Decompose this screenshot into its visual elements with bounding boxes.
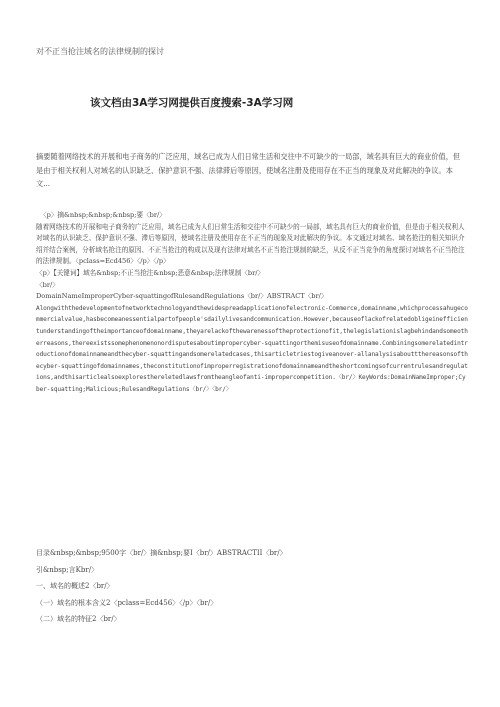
keywords-line: 〈p〉【关键词】域名&nbsp;不正当抢注&nbsp;恶意&nbsp;法律规制〈br/〉 (36, 268, 265, 277)
document-title: 对不正当抢注域名的法律规制的探讨 (36, 47, 164, 56)
english-title-line: DomainNameImproperCyber-squattingofRulesandRegulations〈br/〉ABSTRACT〈br/〉 (36, 292, 328, 301)
english-abstract: Alongwiththedevelopmentofnetworktechnologyandthewidespreadapplicationofelectronic-Commerce,domainname,whichprocessahugecommercialvalue,hasbecomeanessentialpartofpeople'sdailylivesandcommunication.However,becauseoflackofrelatedobligeinefficientunderstandingoftheimportanceofdomainname,theyarelackofthewarenessoftheprotectionofit,thelegislationislagbehindandsomeotherreasons,thereexistssomephenomenonordisputesaboutimpropercyber-squattingorthemisuseofdomainname.Combiningsomerelatedintroductionofdomainnameandthecyber-squattingandsomerelatedcases,thisarticletriestogiveanover-allanalysisabouttthereasonsofthecyber-squattingofdomainnames,theconstitutionofimproperregistrationofdomainnameandtheshortcomingsofcurrentrulesandregulations,andthisarticlealsoexploresthereletedlawsfromtheangleofanti-impropercompetition.〈br/〉KeyWords:DomainNameImproper;Cyber-squatting;Malicious;RulesandRegulations〈br/〉〈br/〉 (36, 304, 468, 393)
toc-line: 一、域名的概述2〈br/〉 (36, 582, 114, 590)
break-line: 〈br/〉 (36, 280, 59, 289)
toc-line: 引&nbsp;言Kbr/〉 (36, 565, 99, 574)
abstract-heading-line: 〈p〉摘&nbsp;&nbsp;&nbsp;要〈br/〉 (40, 211, 166, 219)
source-banner: 该文档由3A学习网提供百度搜索-3A学习网 (90, 97, 294, 109)
toc-line: （一）域名的根本含义2〈pclass=Ecd456〉〈/p〉〈br/〉 (36, 598, 218, 607)
toc-line: 目录&nbsp;&nbsp;9500字〈br/〉摘&nbsp;要I〈br/〉ABSTRACTII〈br/〉 (36, 549, 287, 557)
table-of-contents (36, 545, 466, 628)
abstract-paragraph: 随着网络技术的开展和电子商务的广泛应用，域名已成为人们日常生活和交往中不可缺少的一局部，域名具有巨大的商业价值，但是由于相关权利人对域名的认识缺乏、保护意识不强、滞后等原因，使域名注册及使用存在不正当的现象及对此解决的争议。本文通过对域名、域名抢注的相关知识介绍并结合案例，分析域名抢注的原因、不正当抢注的构成以及现有法律对域名不正当抢注规制的缺乏，从反不正当竞争的角度探讨对域名不正当抢注的法律规制。〈pclass=Ecd456〉〈/p〉〈/p〉 (36, 222, 465, 266)
toc-line: （二）域名的特征2〈br/〉 (36, 615, 121, 623)
document-body (36, 210, 468, 396)
abstract-summary: 摘要随着网络技术的开展和电子商务的广泛应用，域名已成为人们日常生活和交往中不可缺少的一局部，域名具有巨大的商业价值，但是由于相关权利人对域名的认识缺乏、保护意识不强、法律滞后等原因，使域名注册及使用存在不正当的现象及对此解决的争议。本文... (36, 152, 461, 188)
